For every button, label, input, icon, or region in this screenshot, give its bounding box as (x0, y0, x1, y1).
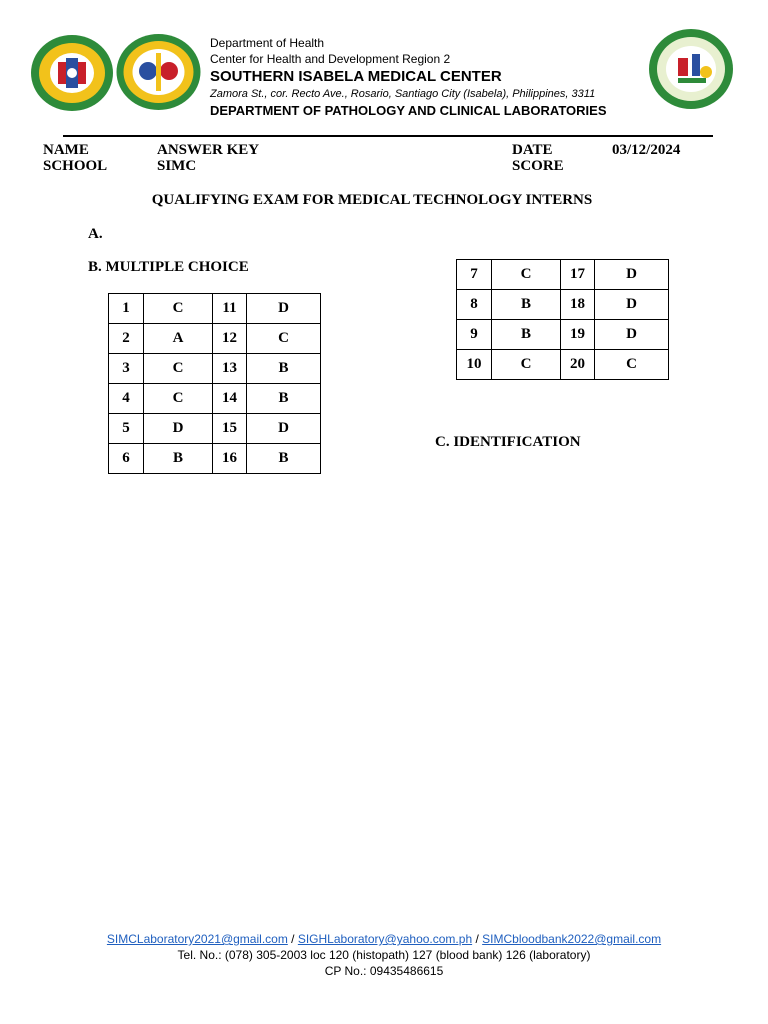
question-number: 14 (213, 384, 247, 414)
table-row (109, 444, 321, 474)
table-row (109, 414, 321, 444)
section-c-heading: C. IDENTIFICATION (435, 434, 581, 450)
answer-cell: B (247, 354, 321, 384)
question-number: 10 (457, 350, 492, 380)
table-row (457, 290, 669, 320)
question-number: 3 (109, 354, 144, 384)
answer-cell: B (492, 290, 561, 320)
question-number: 15 (213, 414, 247, 444)
table-row (109, 384, 321, 414)
footer-cp: CP No.: 09435486615 (324, 964, 444, 978)
answer-cell: C (595, 350, 669, 380)
footer-emails (0, 931, 768, 947)
answer-cell: D (247, 414, 321, 444)
question-number: 7 (457, 260, 492, 290)
center-name: SOUTHERN ISABELA MEDICAL CENTER (210, 68, 502, 85)
email-separator: / (472, 932, 483, 946)
email-link-sigh[interactable]: SIGHLaboratory@yahoo.com.ph (297, 932, 473, 946)
header-line1: Department of Health (210, 36, 325, 50)
question-number: 11 (213, 294, 247, 324)
answer-table-right (456, 259, 669, 380)
answer-cell: B (492, 320, 561, 350)
answer-cell: C (144, 384, 213, 414)
answer-cell: C (144, 354, 213, 384)
section-a-heading: A. (88, 226, 103, 242)
question-number: 13 (213, 354, 247, 384)
section-b-heading: B. MULTIPLE CHOICE (88, 259, 249, 275)
email-link-bloodbank[interactable]: SIMCbloodbank2022@gmail.com (482, 932, 662, 946)
center-address: Zamora St., cor. Recto Ave., Rosario, Santiago City (Isabela), Philippines, 3311 (210, 88, 596, 100)
answer-cell: D (247, 294, 321, 324)
doh-seal-logo (30, 34, 114, 112)
answer-cell: C (144, 294, 213, 324)
question-number: 5 (109, 414, 144, 444)
answer-cell: C (492, 350, 561, 380)
answer-table-left (108, 293, 321, 474)
department-name: DEPARTMENT OF PATHOLOGY AND CLINICAL LABORATORIES (210, 103, 607, 118)
question-number: 19 (561, 320, 595, 350)
answer-cell: B (144, 444, 213, 474)
exam-title: QUALIFYING EXAM FOR MEDICAL TECHNOLOGY INTERNS (151, 192, 593, 208)
answer-cell: D (595, 260, 669, 290)
header-divider (63, 135, 713, 137)
question-number: 9 (457, 320, 492, 350)
answer-cell: D (595, 290, 669, 320)
table-row (109, 354, 321, 384)
pathology-lab-seal-logo (648, 28, 734, 110)
question-number: 4 (109, 384, 144, 414)
score-label: SCORE (512, 158, 564, 174)
table-row (457, 260, 669, 290)
question-number: 17 (561, 260, 595, 290)
answer-cell: B (247, 384, 321, 414)
footer-tel: Tel. No.: (078) 305-2003 loc 120 (histopath) 127 (blood bank) 126 (laboratory) (177, 948, 591, 962)
answer-cell: C (247, 324, 321, 354)
table-row (109, 324, 321, 354)
table-row (457, 320, 669, 350)
answer-cell: B (247, 444, 321, 474)
question-number: 16 (213, 444, 247, 474)
date-value: 03/12/2024 (612, 142, 681, 158)
name-label: NAME (43, 142, 89, 158)
answer-cell: D (595, 320, 669, 350)
answer-cell: C (492, 260, 561, 290)
answer-cell: D (144, 414, 213, 444)
header-line2: Center for Health and Development Region 2 (210, 52, 451, 66)
school-value: SIMC (157, 158, 197, 174)
question-number: 20 (561, 350, 595, 380)
question-number: 12 (213, 324, 247, 354)
email-separator: / (287, 932, 298, 946)
question-number: 2 (109, 324, 144, 354)
name-value: ANSWER KEY (157, 142, 260, 158)
simc-seal-logo (116, 33, 201, 111)
question-number: 6 (109, 444, 144, 474)
date-label: DATE (512, 142, 553, 158)
table-row (457, 350, 669, 380)
answer-cell: A (144, 324, 213, 354)
table-row (109, 294, 321, 324)
email-link-laboratory[interactable]: SIMCLaboratory2021@gmail.com (106, 932, 288, 946)
question-number: 8 (457, 290, 492, 320)
school-label: SCHOOL (43, 158, 108, 174)
question-number: 18 (561, 290, 595, 320)
question-number: 1 (109, 294, 144, 324)
